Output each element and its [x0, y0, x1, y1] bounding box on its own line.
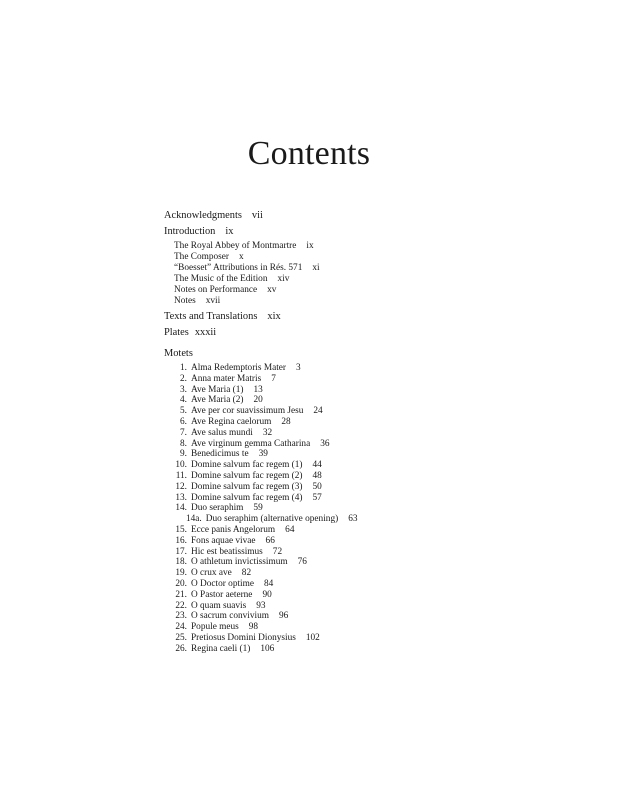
motet-number: 26. — [175, 643, 187, 654]
toc-subentry[interactable] — [174, 263, 320, 274]
motet-title: O quam suavis — [191, 600, 247, 611]
motet-number: 13. — [175, 492, 187, 503]
motet-number: 9. — [180, 449, 187, 460]
entry-title: Texts and Translations — [164, 311, 258, 322]
toc-subentry[interactable] — [174, 296, 220, 307]
toc-entry-plates[interactable] — [164, 327, 216, 339]
motet-title: O crux ave — [191, 568, 232, 579]
entry-page: xv — [267, 285, 277, 295]
motet-title: Domine salvum fac regem (1) — [191, 460, 303, 471]
motet-entry[interactable] — [165, 363, 301, 374]
motet-page: 90 — [262, 589, 272, 600]
motet-number: 24. — [175, 622, 187, 633]
motet-title: Popule meus — [191, 622, 239, 633]
motet-page: 28 — [281, 417, 291, 427]
motet-title: Ave virginum gemma Catharina — [191, 438, 311, 449]
motet-entry[interactable] — [165, 406, 323, 417]
entry-page: x — [239, 252, 244, 262]
motet-page: 63 — [348, 514, 358, 525]
page-title: Contents — [247, 135, 371, 172]
toc-entry-texts-and-translations[interactable] — [164, 311, 281, 323]
motet-title: Regina caeli (1) — [191, 643, 251, 654]
motet-page: 39 — [258, 449, 268, 460]
motet-page: 32 — [262, 427, 273, 438]
entry-page: ix — [225, 226, 234, 237]
motet-title: Ecce panis Angelorum — [191, 525, 276, 535]
motet-number: 10. — [175, 460, 187, 471]
entry-page: xxxii — [194, 327, 217, 338]
entry-page: xi — [312, 263, 320, 273]
motet-title: Domine salvum fac regem (2) — [191, 471, 303, 481]
motet-number: 12. — [175, 481, 187, 492]
motet-entry[interactable] — [165, 568, 251, 579]
toc-entry-acknowledgments[interactable] — [164, 210, 263, 222]
motet-title: Pretiosus Domini Dionysius — [191, 633, 296, 643]
motet-page: 24 — [313, 406, 323, 417]
motet-page: 96 — [278, 611, 289, 622]
motet-entry[interactable] — [165, 579, 273, 590]
motet-number: 18. — [175, 557, 187, 568]
motet-number: 6. — [180, 417, 187, 427]
motet-number: 17. — [175, 546, 187, 557]
motet-entry[interactable] — [165, 385, 263, 396]
entry-title: The Royal Abbey of Montmartre — [174, 241, 297, 251]
motet-number: 22. — [175, 600, 187, 611]
motet-title: Domine salvum fac regem (3) — [191, 481, 303, 492]
motet-page: 93 — [256, 600, 266, 611]
entry-page: ix — [306, 241, 314, 251]
motet-entry[interactable] — [165, 374, 276, 385]
motet-entry[interactable] — [165, 633, 320, 644]
motet-title: Ave Regina caelorum — [191, 417, 272, 427]
motet-title: O Doctor optime — [191, 579, 254, 589]
motet-title: Duo seraphim (alternative opening) — [205, 514, 339, 525]
motet-page: 72 — [272, 546, 283, 557]
motet-title: Fons aquae vivae — [191, 535, 256, 546]
motet-title: Ave per cor suavissimum Jesu — [191, 406, 304, 417]
motet-number: 20. — [175, 579, 187, 589]
toc-subentry[interactable] — [174, 274, 289, 285]
motet-entry[interactable] — [165, 449, 268, 460]
motet-entry[interactable] — [165, 590, 272, 601]
entry-title: Introduction — [164, 226, 216, 237]
entry-page: xvii — [205, 296, 221, 306]
motet-title: Duo seraphim — [191, 503, 244, 514]
motet-page: 36 — [320, 438, 330, 449]
motet-page: 66 — [265, 535, 275, 546]
motet-entry[interactable] — [165, 460, 322, 471]
motet-entry[interactable] — [165, 644, 274, 655]
motet-number: 4. — [180, 395, 187, 406]
motet-page: 48 — [312, 471, 322, 481]
toc-subentry[interactable] — [174, 285, 276, 296]
motet-page: 84 — [264, 579, 274, 589]
motet-number: 25. — [175, 633, 187, 643]
motet-entry[interactable] — [165, 525, 294, 536]
entry-title: Notes on Performance — [174, 285, 258, 295]
section-heading-motets: Motets — [164, 348, 193, 359]
motet-page: 3 — [296, 363, 301, 373]
entry-title: The Composer — [174, 252, 229, 262]
motet-page: 20 — [253, 395, 263, 406]
motet-number: 23. — [175, 611, 187, 622]
entry-title: “Boesset” Attributions in Rés. 571 — [174, 263, 303, 273]
entry-title: The Music of the Edition — [174, 274, 268, 284]
motet-number: 16. — [175, 535, 187, 546]
motet-title: Ave Maria (2) — [191, 395, 244, 406]
entry-title: Acknowledgments — [164, 210, 242, 221]
motet-entry[interactable] — [165, 557, 307, 568]
motet-entry[interactable] — [165, 536, 275, 547]
motet-page: 13 — [253, 384, 263, 395]
entry-title: Notes — [174, 296, 196, 306]
motet-entry[interactable] — [165, 601, 266, 612]
motet-number: 3. — [180, 384, 187, 395]
motet-entry[interactable] — [165, 622, 258, 633]
motet-number: 7. — [180, 427, 187, 438]
motet-page: 98 — [248, 622, 259, 633]
motet-page: 57 — [312, 492, 322, 503]
motet-page: 44 — [312, 460, 322, 471]
motet-page: 7 — [271, 373, 276, 384]
motet-entry[interactable] — [165, 482, 322, 493]
motet-number: 15. — [175, 525, 187, 535]
motet-number: 5. — [180, 406, 187, 417]
motet-title: Ave Maria (1) — [191, 384, 244, 395]
entry-page: vii — [251, 210, 263, 221]
motet-page: 76 — [297, 557, 307, 568]
motet-number: 11. — [175, 471, 187, 481]
motet-page: 82 — [241, 568, 252, 579]
motet-title: Alma Redemptoris Mater — [191, 363, 287, 373]
motet-number: 2. — [180, 373, 187, 384]
motet-number: 14. — [175, 503, 187, 514]
motet-entry[interactable] — [165, 439, 330, 450]
motet-entry[interactable] — [165, 417, 291, 428]
toc-subentry[interactable] — [174, 241, 314, 252]
motet-number: 1. — [180, 363, 187, 373]
motet-page: 106 — [260, 643, 275, 654]
entry-title: Plates — [164, 327, 189, 338]
motet-page: 102 — [305, 633, 320, 643]
motet-title: Ave salus mundi — [191, 427, 253, 438]
motet-title: O athletum invictissimum — [191, 557, 288, 568]
motet-title: Domine salvum fac regem (4) — [191, 492, 303, 503]
motet-entry[interactable] — [165, 611, 288, 622]
motet-entry[interactable] — [165, 428, 272, 439]
motet-title: O sacrum convivium — [191, 611, 269, 622]
motet-number: 19. — [175, 568, 187, 579]
entry-page: xix — [267, 311, 281, 322]
motet-page: 59 — [253, 503, 263, 514]
entry-page: xiv — [277, 274, 290, 284]
motet-entry[interactable] — [165, 493, 322, 504]
motet-entry[interactable] — [165, 395, 263, 406]
motet-entry[interactable] — [165, 471, 322, 482]
motet-title: Benedicimus te — [191, 449, 249, 460]
motet-entry[interactable] — [186, 514, 357, 525]
toc-entry-introduction[interactable] — [164, 226, 233, 238]
motet-title: O Pastor aeterne — [191, 589, 253, 600]
motet-number: 14a. — [186, 514, 202, 525]
motet-page: 64 — [285, 525, 295, 535]
motet-number: 21. — [175, 589, 187, 600]
motet-entry[interactable] — [165, 547, 282, 558]
motet-title: Anna mater Matris — [191, 373, 262, 384]
motet-title: Hic est beatissimus — [191, 546, 263, 557]
motet-number: 8. — [180, 438, 187, 449]
motet-page: 50 — [312, 481, 322, 492]
motet-entry[interactable] — [165, 503, 263, 514]
toc-subentry[interactable] — [174, 252, 244, 263]
